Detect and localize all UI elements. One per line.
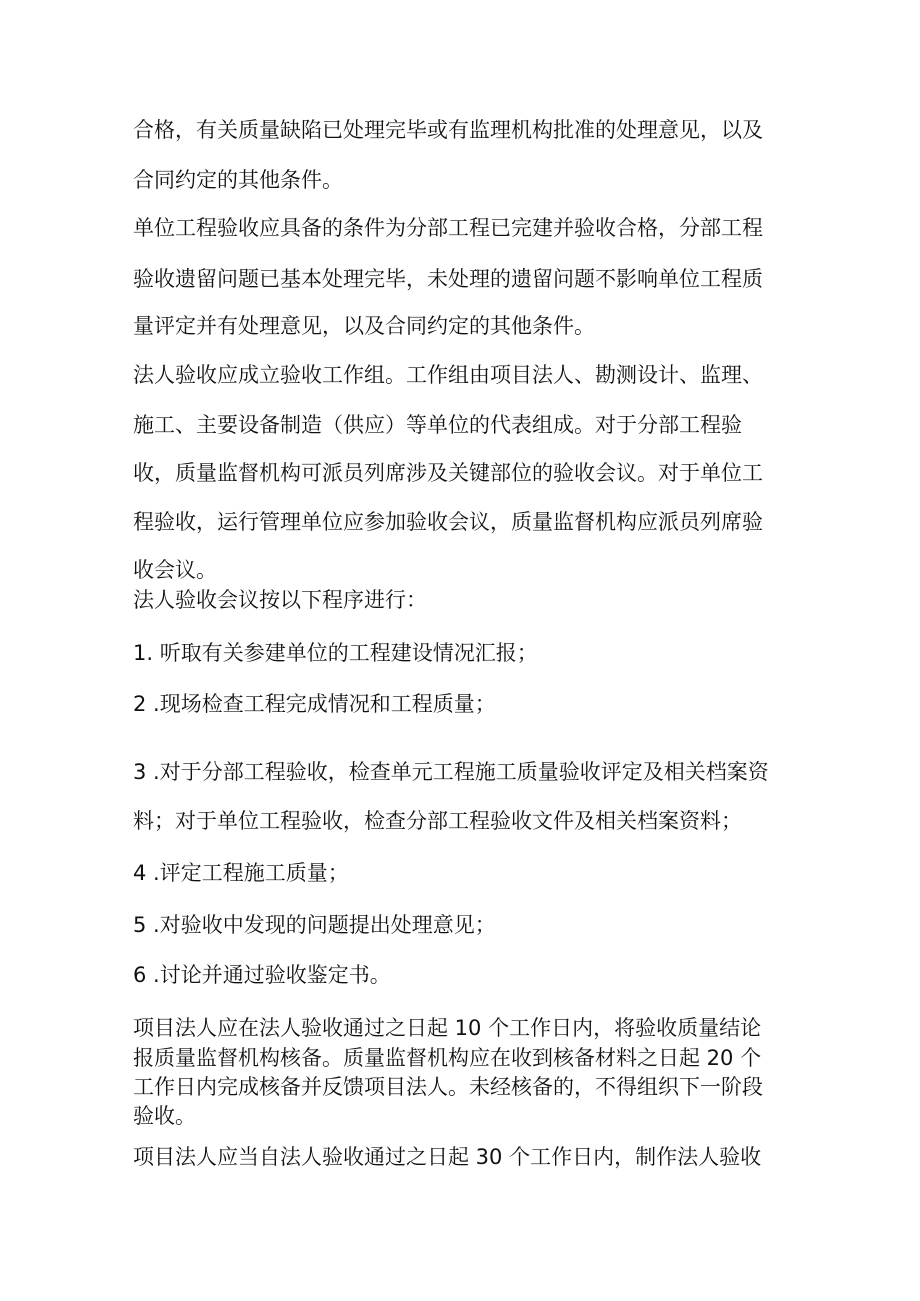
text-line: 法人验收会议按以下程序进行： [133, 588, 427, 612]
list-item: 1. 听取有关参建单位的工程建设情况汇报； [133, 641, 538, 665]
text-line: 验收遗留问题已基本处理完毕，未处理的遗留问题不影响单位工程质 [133, 267, 763, 291]
text-line: 合格，有关质量缺陷已处理完毕或有监理机构批准的处理意见，以及 [133, 118, 763, 142]
list-item: 5 .对验收中发现的问题提出处理意见； [133, 913, 496, 937]
text-line: 收会议。 [133, 558, 217, 582]
text-line: 程验收，运行管理单位应参加验收会议，质量监督机构应派员列席验 [133, 510, 763, 534]
list-item: 6 .讨论并通过验收鉴定书。 [133, 963, 391, 987]
text-line: 法人验收应成立验收工作组。工作组由项目法人、勘测设计、监理、 [133, 363, 763, 387]
list-item: 料；对于单位工程验收，检查分部工程验收文件及相关档案资料； [133, 809, 742, 833]
list-item: 2 .现场检查工程完成情况和工程质量； [133, 692, 496, 716]
text-line: 施工、主要设备制造（供应）等单位的代表组成。对于分部工程验 [133, 413, 742, 437]
list-item: 4 .评定工程施工质量； [133, 861, 349, 885]
text-line: 单位工程验收应具备的条件为分部工程已完建并验收合格，分部工程 [133, 216, 763, 240]
text-line: 项目法人应当自法人验收通过之日起 30 个工作日内，制作法人验收 [133, 1145, 762, 1169]
text-line: 项目法人应在法人验收通过之日起 10 个工作日内，将验收质量结论 [133, 1016, 762, 1040]
list-item: 3 .对于分部工程验收，检查单元工程施工质量验收评定及相关档案资 [133, 760, 769, 784]
text-line: 合同约定的其他条件。 [133, 168, 343, 192]
text-line: 量评定并有处理意见，以及合同约定的其他条件。 [133, 314, 595, 338]
text-line: 验收。 [133, 1104, 196, 1128]
text-line: 工作日内完成核备并反馈项目法人。未经核备的，不得组织下一阶段 [133, 1075, 763, 1099]
text-line: 收，质量监督机构可派员列席涉及关键部位的验收会议。对于单位工 [133, 461, 763, 485]
text-line: 报质量监督机构核备。质量监督机构应在收到核备材料之日起 20 个 [133, 1046, 762, 1070]
